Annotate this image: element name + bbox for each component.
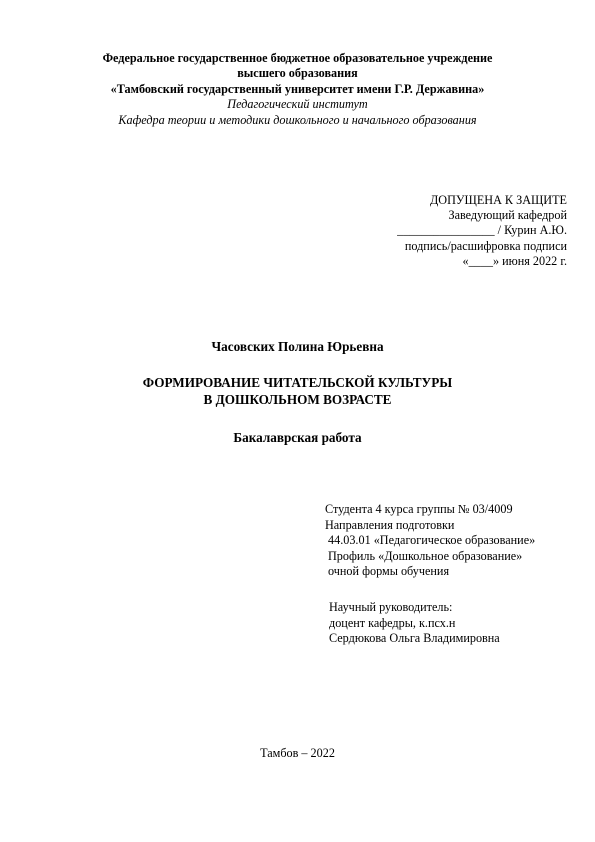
student-profile: Профиль «Дошкольное образование»	[328, 548, 523, 563]
thesis-title-line2: В ДОШКОЛЬНОМ ВОЗРАСТЕ	[203, 392, 392, 407]
thesis-title-line1: ФОРМИРОВАНИЕ ЧИТАТЕЛЬСКОЙ КУЛЬТУРЫ	[142, 375, 453, 390]
header-institute: Педагогический институт	[227, 97, 368, 112]
supervisor-name: Сердюкова Ольга Владимировна	[329, 631, 500, 646]
student-direction-code: 44.03.01 «Педагогическое образование»	[328, 533, 536, 548]
header-line-university: «Тамбовский государственный университет имени Г.Р. Державина»	[110, 81, 485, 96]
header-department: Кафедра теории и методики дошкольного и начального образования	[118, 112, 477, 127]
student-group: Студента 4 курса группы № 03/4009	[325, 502, 513, 516]
approval-block	[397, 193, 567, 269]
header-line-federal: Федеральное государственное бюджетное образовательное учреждение	[102, 51, 493, 65]
approval-title: ДОПУЩЕНА К ЗАЩИТЕ	[429, 193, 567, 207]
student-direction-label: Направления подготовки	[325, 517, 455, 532]
student-study-form: очной формы обучения	[328, 564, 450, 579]
supervisor-position: доцент кафедры, к.псх.н	[329, 615, 456, 630]
institution-header	[60, 51, 535, 128]
supervisor-label: Научный руководитель:	[329, 600, 453, 614]
approval-date: «____» июня 2022 г.	[462, 253, 567, 268]
thesis-title	[0, 374, 595, 408]
supervisor-info	[329, 600, 500, 647]
city-year: Тамбов – 2022	[260, 746, 335, 760]
header-line-higher-education: высшего образования	[237, 66, 358, 81]
approval-position: Заведующий кафедрой	[448, 208, 567, 223]
author-name: Часовских Полина Юрьевна	[211, 339, 384, 354]
work-type: Бакалаврская работа	[233, 430, 362, 445]
student-info	[325, 502, 535, 580]
approval-signature-caption: подпись/расшифровка подписи	[404, 238, 567, 253]
approval-signature-line: ________________ / Курин А.Ю.	[397, 223, 567, 238]
